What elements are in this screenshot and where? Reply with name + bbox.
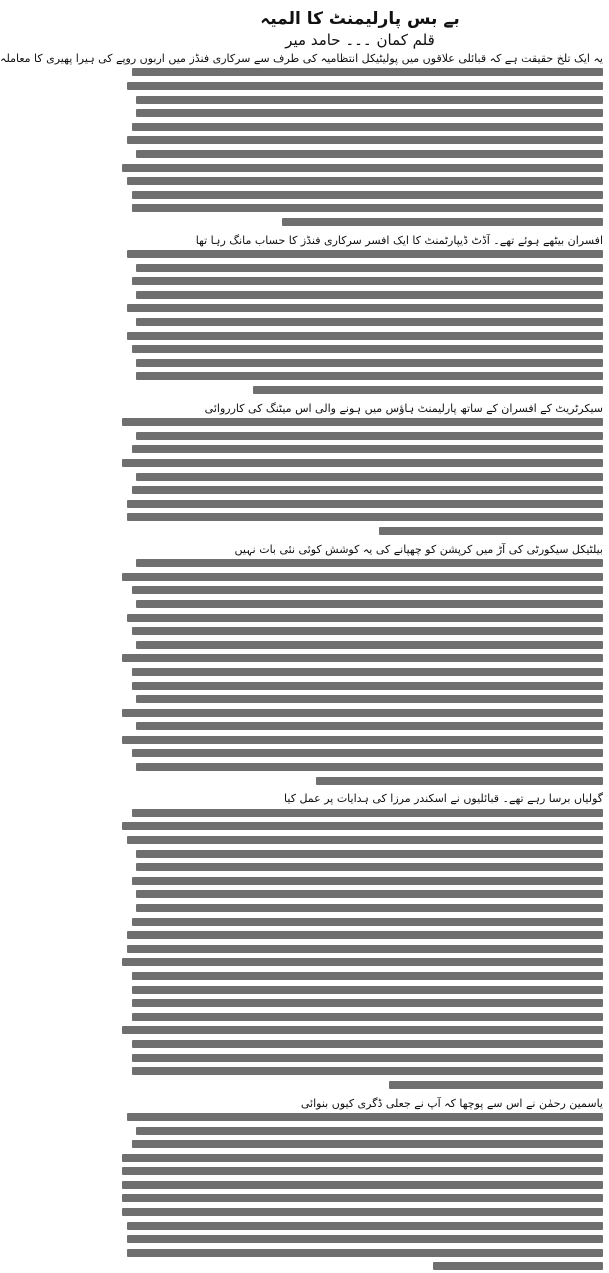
paragraph-text-line [117, 261, 603, 275]
paragraph-text-line [117, 1024, 603, 1038]
article-byline: قلم کمان ۔۔۔ حامد میر [285, 31, 435, 49]
paragraph-text-line [117, 1151, 603, 1165]
paragraph-text-line [117, 720, 603, 734]
paragraph-text-line [117, 370, 603, 384]
paragraph-text-line [117, 983, 603, 997]
article-paragraph [117, 234, 603, 397]
paragraph-first-line: بیلٹیکل سیکورٹی کی آڑ میں کرپشن کو چھپانے کی یہ کوشش کوئی نئی بات نہیں [234, 542, 603, 556]
paragraph-first-line: یاسمین رحمٰن نے اس سے پوچھا کہ آپ نے جعلی ڈگری کیوں بنوائی [300, 1096, 603, 1110]
paragraph-text-line [117, 93, 603, 107]
paragraph-text-line [117, 275, 603, 289]
paragraph-text-line [117, 470, 603, 484]
paragraph-text-line [117, 679, 603, 693]
paragraph-text-line [117, 215, 603, 229]
paragraph-first-line: سیکرٹریٹ کے افسران کے ساتھ پارلیمنٹ ہاؤس میں ہونے والی اس میٹنگ کی کارروائی [204, 401, 603, 415]
paragraph-text-line [117, 247, 603, 261]
paragraph-text-line [117, 202, 603, 216]
paragraph-first-line: افسران بیٹھے ہوئے تھے۔ آڈٹ ڈیپارٹمنٹ کا ایک افسر سرکاری فنڈز کا حساب مانگ رہا تھا [195, 233, 603, 247]
paragraph-text-line [117, 584, 603, 598]
paragraph-text-line [117, 833, 603, 847]
paragraph-text-line [117, 429, 603, 443]
paragraph-text-line [117, 638, 603, 652]
paragraph-text-line [117, 1205, 603, 1219]
paragraph-text-line [117, 1137, 603, 1151]
paragraph-text-line [117, 570, 603, 584]
paragraph-text-line [117, 1192, 603, 1206]
article-paragraph [117, 1097, 603, 1273]
paragraph-text-line [117, 942, 603, 956]
article-body [0, 52, 603, 1273]
article-paragraph [117, 402, 603, 538]
paragraph-text-line [117, 302, 603, 316]
paragraph-text-line [117, 188, 603, 202]
paragraph-text-line [117, 956, 603, 970]
paragraph-text-line [117, 1010, 603, 1024]
paragraph-text-line [117, 329, 603, 343]
paragraph-text-line [117, 497, 603, 511]
paragraph-text-line [117, 1219, 603, 1233]
paragraph-text-line [117, 174, 603, 188]
paragraph-text-line [117, 1078, 603, 1092]
paragraph-text-line [117, 1165, 603, 1179]
paragraph-text-line [117, 996, 603, 1010]
paragraph-text-line [117, 66, 603, 80]
paragraph-text-line [117, 288, 603, 302]
paragraph-text-line [117, 860, 603, 874]
paragraph-text-line [117, 1037, 603, 1051]
paragraph-text-line [117, 806, 603, 820]
paragraph-text-line [117, 652, 603, 666]
paragraph-text-line [117, 1064, 603, 1078]
paragraph-text-line [117, 733, 603, 747]
article-paragraph [117, 792, 603, 1091]
paragraph-text-line [117, 415, 603, 429]
paragraph-text-line [117, 1232, 603, 1246]
paragraph-text-line [117, 874, 603, 888]
paragraph-text-line [117, 356, 603, 370]
article-headline: بے بس پارلیمنٹ کا المیہ [260, 9, 460, 29]
paragraph-text-line [117, 847, 603, 861]
paragraph-text-line [117, 760, 603, 774]
paragraph-text-line [117, 820, 603, 834]
paragraph-text-line [117, 747, 603, 761]
paragraph-text-line [117, 315, 603, 329]
paragraph-text-line [117, 692, 603, 706]
paragraph-text-line [117, 511, 603, 525]
paragraph-first-line: یہ ایک تلخ حقیقت ہے کہ قبائلی علاقوں میں پولیٹیکل انتظامیہ کی طرف سے سرکاری فنڈز میں اربوں روپے کی ہیرا پھیری کا معاملہ [0, 52, 603, 65]
paragraph-text-line [117, 928, 603, 942]
paragraph-text-line [117, 706, 603, 720]
paragraph-text-line [117, 1260, 603, 1273]
paragraph-text-line [117, 147, 603, 161]
paragraph-text-line [117, 901, 603, 915]
paragraph-text-line [117, 1051, 603, 1065]
paragraph-text-line [117, 120, 603, 134]
paragraph-text-line [117, 888, 603, 902]
paragraph-text-line [117, 1110, 603, 1124]
paragraph-text-line [117, 383, 603, 397]
article-paragraph [117, 543, 603, 788]
paragraph-text-line [117, 106, 603, 120]
paragraph-text-line [117, 134, 603, 148]
paragraph-text-line [117, 456, 603, 470]
paragraph-text-line [117, 624, 603, 638]
paragraph-text-line [117, 342, 603, 356]
paragraph-text-line [117, 524, 603, 538]
paragraph-text-line [117, 969, 603, 983]
paragraph-text-line [117, 1246, 603, 1260]
article-paragraph [0, 52, 603, 229]
paragraph-text-line [117, 774, 603, 788]
paragraph-text-line [117, 597, 603, 611]
paragraph-text-line [117, 79, 603, 93]
paragraph-text-line [117, 1124, 603, 1138]
paragraph-text-line [117, 483, 603, 497]
paragraph-text-line [117, 611, 603, 625]
paragraph-text-line [117, 665, 603, 679]
paragraph-text-line [117, 443, 603, 457]
paragraph-text-line [117, 915, 603, 929]
paragraph-text-line [117, 556, 603, 570]
paragraph-first-line: گولیاں برسا رہے تھے۔ قبائلیوں نے اسکندر مرزا کی ہدایات پر عمل کیا [284, 792, 603, 806]
paragraph-text-line [117, 161, 603, 175]
paragraph-text-line [117, 1178, 603, 1192]
